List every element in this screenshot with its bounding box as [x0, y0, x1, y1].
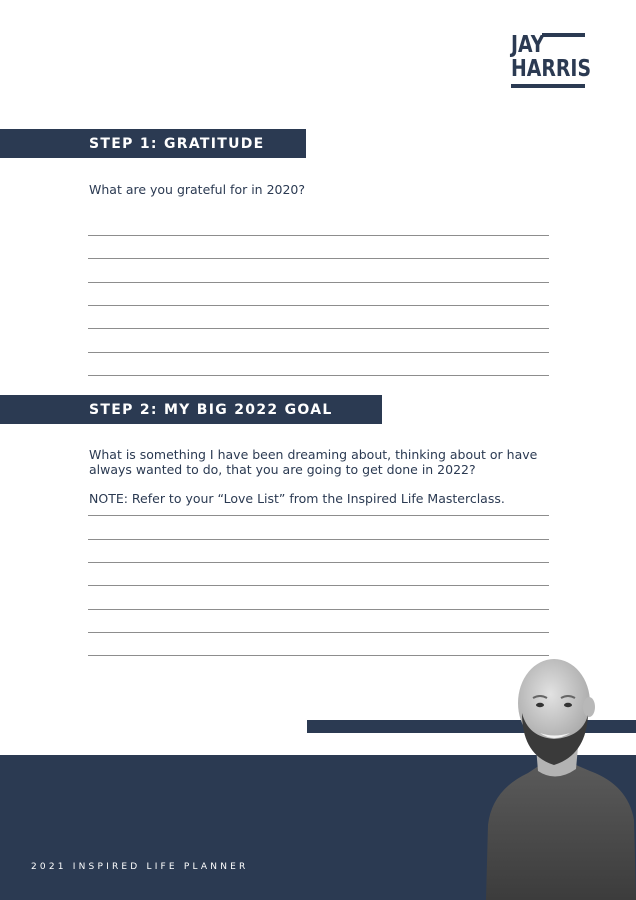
- step1-question: What are you grateful for in 2020?: [89, 182, 306, 197]
- logo-last-name: HARRIS: [511, 56, 592, 82]
- step1-write-line[interactable]: [88, 352, 549, 353]
- step2-write-line[interactable]: [88, 632, 549, 633]
- step1-banner: [0, 129, 306, 158]
- step1-write-line[interactable]: [88, 305, 549, 306]
- step2-write-line[interactable]: [88, 562, 549, 563]
- step1-write-line[interactable]: [88, 258, 549, 259]
- logo-bottom-bar: [511, 84, 585, 88]
- step2-write-line[interactable]: [88, 609, 549, 610]
- step2-note: NOTE: Refer to your “Love List” from the Inspired Life Masterclass.: [89, 491, 505, 506]
- portrait-photo: [478, 655, 636, 900]
- step1-write-line[interactable]: [88, 328, 549, 329]
- step1-heading: STEP 1: GRATITUDE: [89, 136, 265, 152]
- logo-first-name: JAY: [511, 32, 545, 58]
- step2-write-line[interactable]: [88, 515, 549, 516]
- step2-write-line[interactable]: [88, 539, 549, 540]
- step2-heading: STEP 2: MY BIG 2022 GOAL: [89, 402, 333, 418]
- step1-write-line[interactable]: [88, 235, 549, 236]
- logo-top-bar: [542, 33, 585, 37]
- footer-title: 2021 INSPIRED LIFE PLANNER: [31, 862, 249, 872]
- step2-banner: [0, 395, 382, 424]
- step1-write-line[interactable]: [88, 282, 549, 283]
- step1-write-line[interactable]: [88, 375, 549, 376]
- brand-logo: [511, 30, 592, 90]
- step2-question: What is something I have been dreaming about, thinking about or have always wanted to do, that you are going to get done in 2022?: [89, 447, 538, 477]
- step2-write-line[interactable]: [88, 585, 549, 586]
